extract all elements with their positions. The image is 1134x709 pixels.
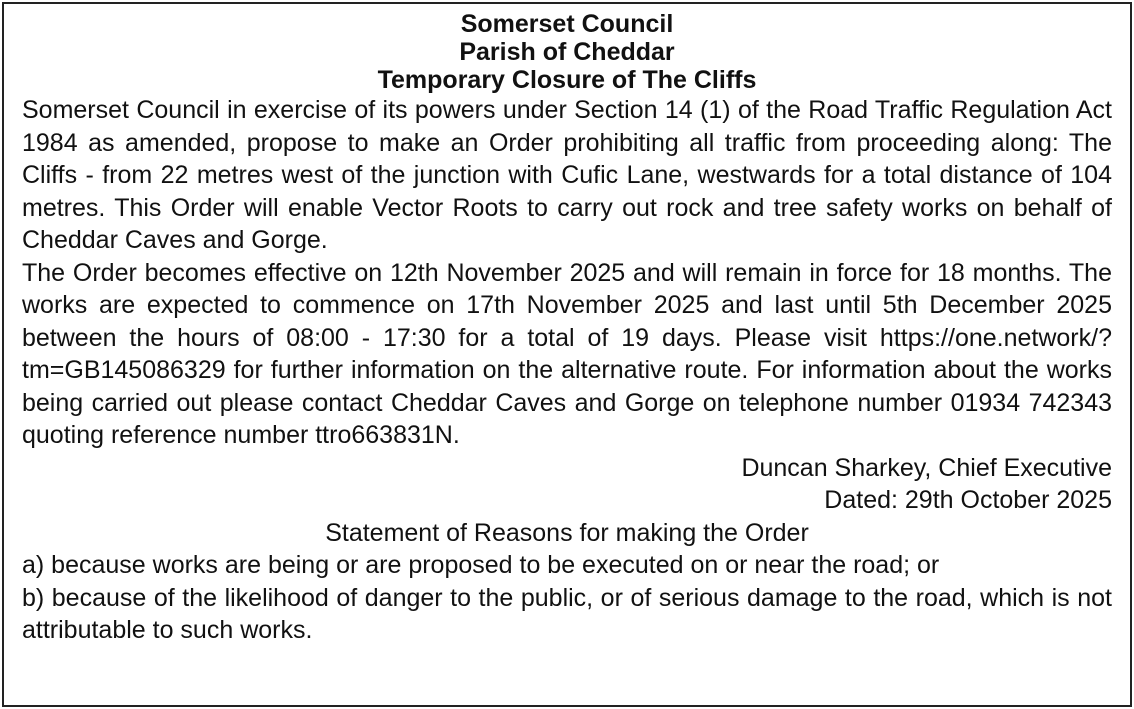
signatory-name: Duncan Sharkey, Chief Executive	[741, 453, 1112, 482]
reason-b: b) because of the likelihood of danger to the public, or of serious damage to the road, which is not attributable to such works.	[22, 583, 1112, 644]
order-proposal-paragraph: Somerset Council in exercise of its powers under Section 14 (1) of the Road Traffic Regulation Act 1984 as amended, propose to make an Order prohibiting all traffic from proceeding along: The Cliffs - from 22 metres west of the junction with Cufic Lane, westwards for a total distance of 104 metres. This Order will enable Vector Roots to carry out rock and tree safety works on behalf of Cheddar Caves and Gorge.	[22, 96, 1112, 254]
order-details-paragraph: The Order becomes effective on 12th November 2025 and will remain in force for 18 months. The works are expected to commence on 17th November 2025 and last until 5th December 2025 between the hours of 08:00 - 17:30 for a total of 19 days. Please visit https://one.network/?tm=GB145086329 for further information on the alternative route. For information about the works being carried out please contact Cheddar Caves and Gorge on telephone number 01934 742343 quoting reference number ttro663831N.	[22, 258, 1112, 449]
notice-authority: Somerset Council	[460, 10, 674, 38]
notice-parish: Parish of Cheddar	[459, 38, 675, 66]
notice-date: Dated: 29th October 2025	[824, 486, 1112, 514]
reason-a: a) because works are being or are proposed to be executed on or near the road; or	[22, 551, 940, 579]
public-notice	[2, 2, 1132, 707]
reasons-heading: Statement of Reasons for making the Order	[325, 518, 809, 547]
notice-title: Temporary Closure of The Cliffs	[377, 66, 757, 94]
